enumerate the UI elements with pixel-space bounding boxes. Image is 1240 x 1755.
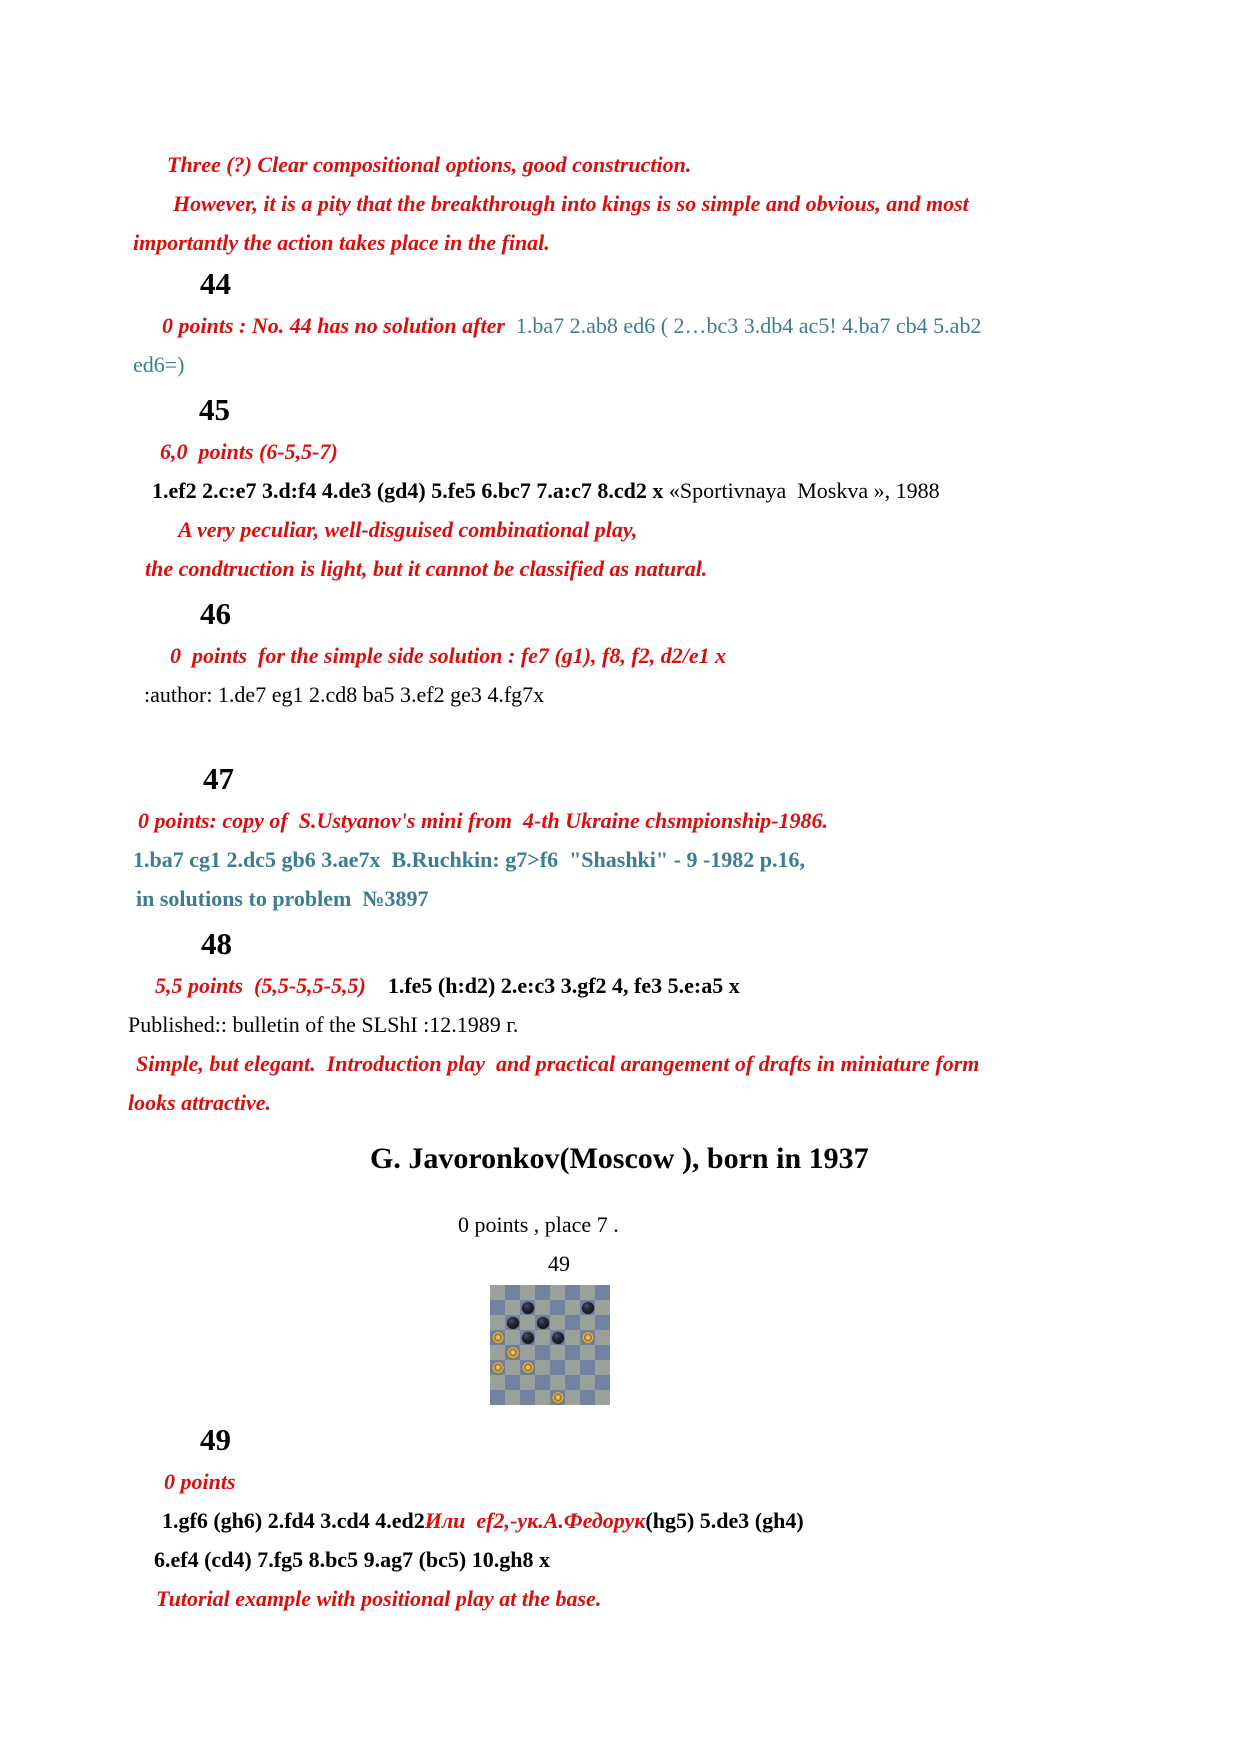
- section-47-number: 47: [203, 761, 234, 796]
- board-square: [505, 1390, 520, 1405]
- board-square: [535, 1285, 550, 1300]
- board-square: [490, 1360, 505, 1375]
- section-48-published: Published:: bulletin of the SLShI :12.1989 г.: [128, 1012, 519, 1037]
- board-square: [490, 1345, 505, 1360]
- board-square: [520, 1315, 535, 1330]
- section-45-number: 45: [199, 392, 230, 427]
- black-checker-piece: [522, 1332, 534, 1344]
- intro-comment-line3: importantly the action takes place in the final.: [133, 230, 550, 255]
- board-square: [565, 1330, 580, 1345]
- author-points-line: 0 points , place 7 .: [458, 1212, 619, 1237]
- diagram-number-label: 49: [548, 1251, 570, 1276]
- intro-comment-line1: Three (?) Clear compositional options, good construction.: [167, 152, 692, 177]
- board-square: [535, 1315, 550, 1330]
- board-square: [550, 1345, 565, 1360]
- board-square: [595, 1375, 610, 1390]
- board-square: [550, 1330, 565, 1345]
- board-square: [535, 1375, 550, 1390]
- board-square: [520, 1390, 535, 1405]
- section-49-solution-part1: 1.gf6 (gh6) 2.fd4 3.cd4 4.ed2: [162, 1508, 425, 1533]
- board-square: [565, 1375, 580, 1390]
- board-square: [580, 1300, 595, 1315]
- board-square: [490, 1390, 505, 1405]
- board-square: [580, 1345, 595, 1360]
- section-45-solution-line: [128, 471, 1210, 510]
- section-49-solution-red-note: Или еf2,-ук.А.Федорук: [424, 1508, 646, 1533]
- board-square: [535, 1360, 550, 1375]
- gold-checker-piece: [507, 1347, 519, 1359]
- board-square: [550, 1315, 565, 1330]
- board-square: [520, 1375, 535, 1390]
- section-45-solution: 1.ef2 2.c:e7 3.d:f4 4.de3 (gd4) 5.fe5 6.bc7 7.a:c7 8.cd2 x: [152, 478, 669, 503]
- section-47-solution-line1: 1.ba7 cg1 2.dc5 gb6 3.ae7x B.Ruchkin: g7>f6 "Shashki" - 9 -1982 p.16,: [133, 847, 805, 872]
- section-48-comment1: Simple, but elegant. Introduction play and practical arangement of drafts in miniature form: [136, 1051, 980, 1076]
- board-square: [565, 1285, 580, 1300]
- black-checker-piece: [537, 1317, 549, 1329]
- board-square: [490, 1375, 505, 1390]
- section-45-comment1: A very peculiar, well-disguised combinational play,: [178, 517, 638, 542]
- section-48-number: 48: [201, 926, 232, 961]
- black-checker-piece: [522, 1302, 534, 1314]
- board-square: [520, 1330, 535, 1345]
- gold-checker-piece: [492, 1362, 504, 1374]
- board-square: [580, 1390, 595, 1405]
- board-square: [505, 1300, 520, 1315]
- board-square: [520, 1360, 535, 1375]
- board-square: [535, 1345, 550, 1360]
- section-44-points: 0 points : No. 44 has no solution after: [162, 313, 516, 338]
- section-48-points-line: [128, 966, 1210, 1005]
- board-square: [565, 1390, 580, 1405]
- board-square: [580, 1315, 595, 1330]
- board-square: [595, 1285, 610, 1300]
- board-square: [580, 1285, 595, 1300]
- section-49-solution-line1: [128, 1501, 1210, 1540]
- section-45-comment2: the condtruction is light, but it cannot be classified as natural.: [145, 556, 708, 581]
- section-48-points: 5,5 points (5,5-5,5-5,5): [155, 973, 388, 998]
- section-46-author-solution: :author: 1.de7 eg1 2.cd8 ba5 3.ef2 ge3 4.fg7x: [144, 682, 545, 707]
- author-heading: G. Javoronkov(Moscow ), born in 1937: [370, 1142, 869, 1175]
- section-44-note: [128, 306, 1210, 345]
- board-square: [535, 1300, 550, 1315]
- board-square: [565, 1360, 580, 1375]
- board-square: [595, 1330, 610, 1345]
- board-square: [505, 1375, 520, 1390]
- board-square: [595, 1300, 610, 1315]
- section-47-points: 0 points: copy of S.Ustyanov's mini from 4-th Ukraine chsmpionship-1986.: [138, 808, 829, 833]
- board-square: [595, 1360, 610, 1375]
- board-square: [595, 1345, 610, 1360]
- gold-checker-piece: [552, 1392, 564, 1404]
- board-square: [505, 1285, 520, 1300]
- black-checker-piece: [582, 1302, 594, 1314]
- section-46-points: 0 points for the simple side solution : fe7 (g1), f8, f2, d2/e1 x: [170, 643, 727, 668]
- board-square: [535, 1330, 550, 1345]
- board-square: [565, 1315, 580, 1330]
- board-square: [505, 1360, 520, 1375]
- board-square: [550, 1300, 565, 1315]
- board-square: [520, 1300, 535, 1315]
- board-square: [520, 1285, 535, 1300]
- section-46-number: 46: [200, 596, 231, 631]
- board-square: [565, 1345, 580, 1360]
- gold-checker-piece: [492, 1332, 504, 1344]
- section-48-solution: 1.fe5 (h:d2) 2.e:c3 3.gf2 4, fe3 5.e:a5 x: [387, 973, 740, 998]
- gold-checker-piece: [582, 1332, 594, 1344]
- section-47-solution-line2: in solutions to problem №3897: [136, 886, 429, 911]
- checkers-board: [490, 1285, 610, 1405]
- board-square: [595, 1390, 610, 1405]
- section-44-number: 44: [200, 266, 231, 301]
- gold-checker-piece: [522, 1362, 534, 1374]
- section-49-points: 0 points: [164, 1469, 236, 1494]
- board-square: [490, 1300, 505, 1315]
- board-square: [505, 1330, 520, 1345]
- board-square: [505, 1345, 520, 1360]
- board-square: [535, 1390, 550, 1405]
- board-square: [550, 1360, 565, 1375]
- board-square: [490, 1330, 505, 1345]
- board-square: [580, 1375, 595, 1390]
- board-square: [520, 1345, 535, 1360]
- intro-comment-line2: However, it is a pity that the breakthrough into kings is so simple and obvious, and most: [173, 191, 969, 216]
- section-45-source: «Sportivnaya Moskva », 1988: [668, 478, 940, 503]
- section-49-comment: Tutorial example with positional play at the base.: [156, 1586, 602, 1611]
- board-square: [565, 1300, 580, 1315]
- board-square: [550, 1285, 565, 1300]
- section-49-number: 49: [200, 1422, 231, 1457]
- section-49-solution-line2: 6.ef4 (cd4) 7.fg5 8.bc5 9.ag7 (bc5) 10.gh8 x: [154, 1547, 550, 1572]
- board-square: [550, 1390, 565, 1405]
- section-48-comment2: looks attractive.: [128, 1090, 271, 1115]
- black-checker-piece: [507, 1317, 519, 1329]
- section-45-points: 6,0 points (6-5,5-7): [160, 439, 338, 464]
- board-square: [505, 1315, 520, 1330]
- blank-line: [128, 714, 1210, 753]
- board-square: [550, 1375, 565, 1390]
- section-49-solution-part2: (hg5) 5.de3 (gh4): [645, 1508, 804, 1533]
- section-44-solution: 1.ba7 2.ab8 ed6 ( 2…bc3 3.db4 ac5! 4.ba7 cb4 5.ab2: [515, 313, 982, 338]
- black-checker-piece: [552, 1332, 564, 1344]
- board-square: [595, 1315, 610, 1330]
- board-square: [580, 1360, 595, 1375]
- board-square: [490, 1285, 505, 1300]
- section-44-solution-line2: ed6=): [133, 352, 185, 377]
- board-square: [580, 1330, 595, 1345]
- board-square: [490, 1315, 505, 1330]
